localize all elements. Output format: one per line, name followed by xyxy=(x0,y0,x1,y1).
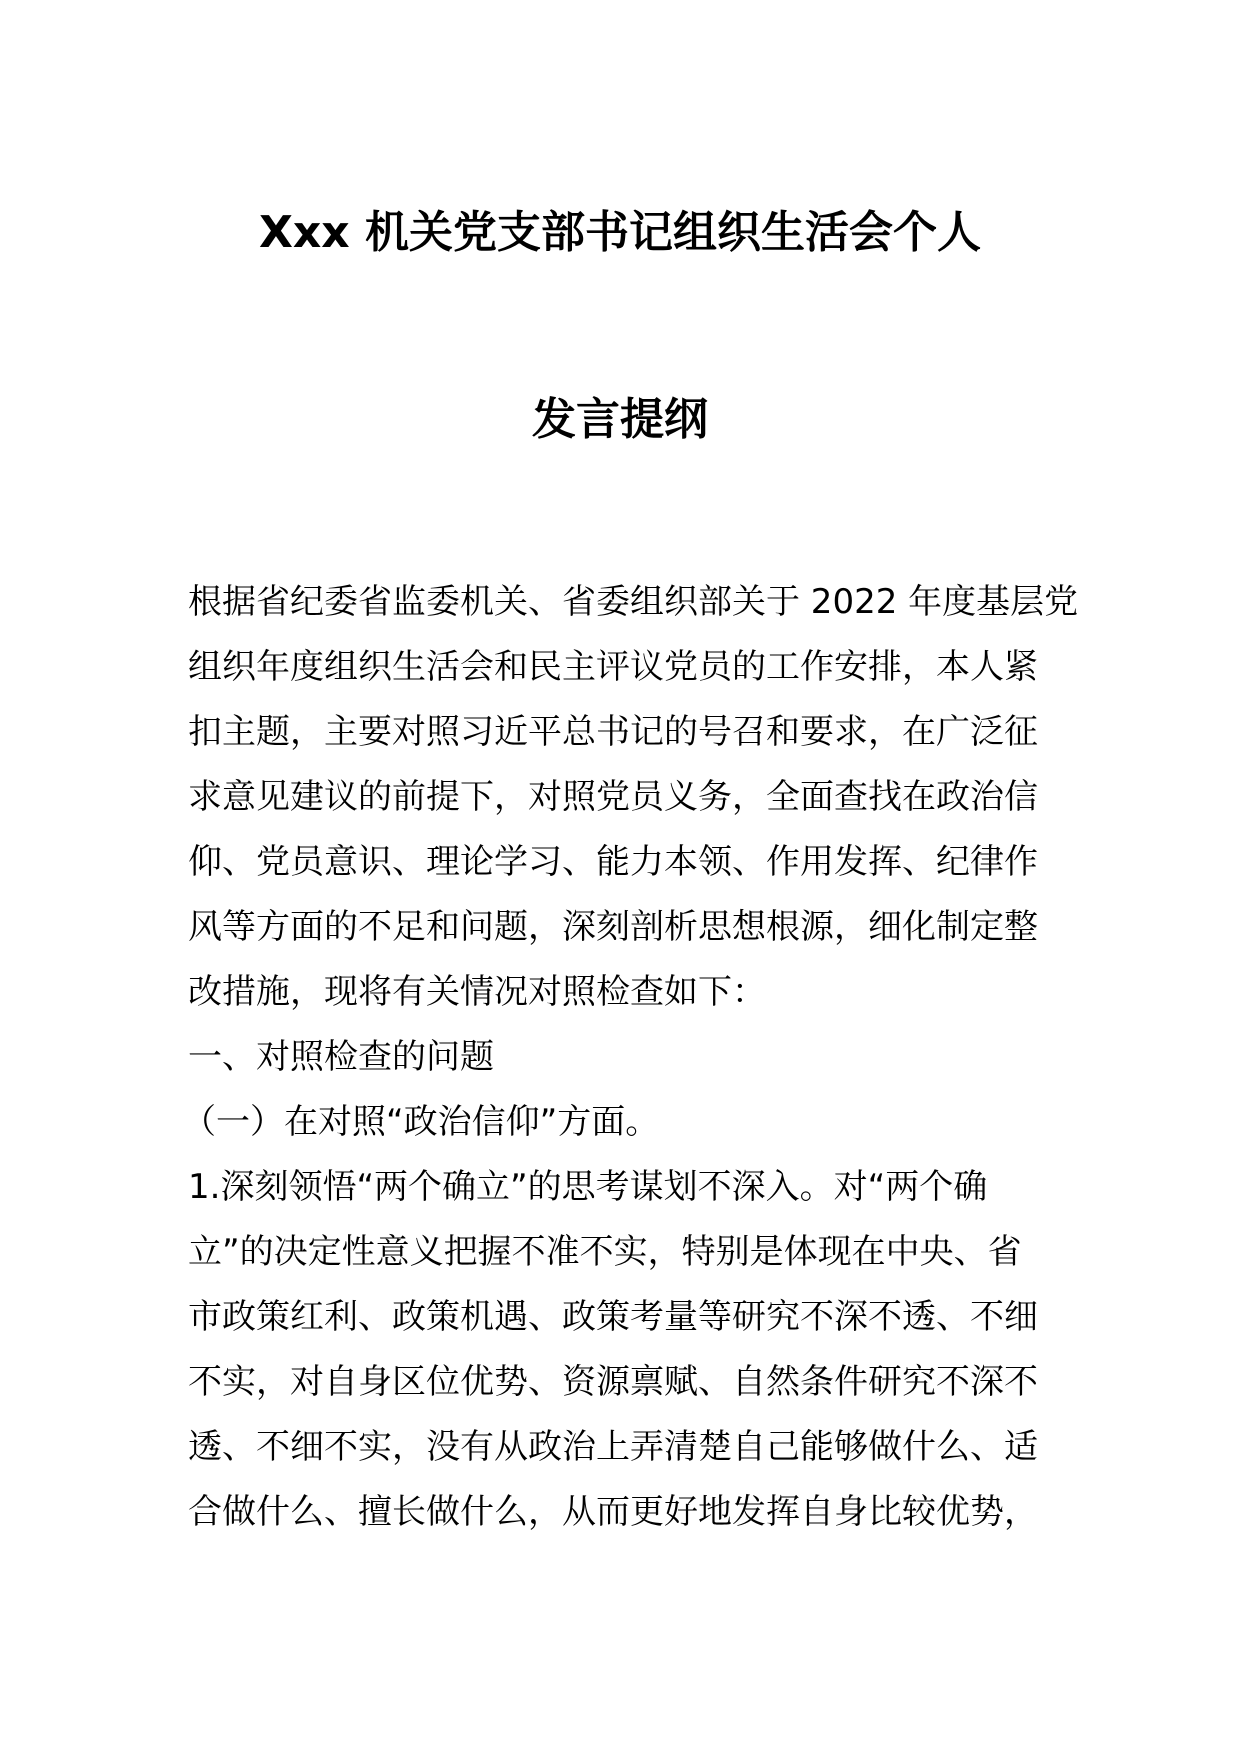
item-line: 合做什么、擅长做什么，从而更好地发挥自身比较优势， xyxy=(188,1492,1038,1532)
intro-line: 改措施，现将有关情况对照检查如下： xyxy=(188,972,766,1012)
intro-paragraph xyxy=(188,570,1079,1025)
subsection-heading: （一）在对照“政治信仰”方面。 xyxy=(182,1102,660,1142)
intro-line: 求意见建议的前提下，对照党员义务，全面查找在政治信 xyxy=(188,777,1038,817)
item-line: 立”的决定性意义把握不准不实，特别是体现在中央、省 xyxy=(188,1232,1022,1272)
item-line: 不实，对自身区位优势、资源禀赋、自然条件研究不深不 xyxy=(188,1362,1038,1402)
intro-line: 风等方面的不足和问题，深刻剖析思想根源，细化制定整 xyxy=(188,907,1038,947)
section-heading: 一、对照检查的问题 xyxy=(188,1037,494,1077)
intro-line: 根据省纪委省监委机关、省委组织部关于 2022 年度基层党 xyxy=(188,582,1079,622)
item-paragraph xyxy=(188,1155,1052,1545)
document-title-line-1: Xxx 机关党支部书记组织生活会个人 xyxy=(258,207,981,258)
intro-line: 组织年度组织生活会和民主评议党员的工作安排，本人紧 xyxy=(188,647,1038,687)
item-line: 1.深刻领悟“两个确立”的思考谋划不深入。对“两个确 xyxy=(188,1167,988,1207)
intro-line: 扣主题，主要对照习近平总书记的号召和要求，在广泛征 xyxy=(188,712,1038,752)
document-title-line-2: 发言提纲 xyxy=(532,394,708,445)
intro-line: 仰、党员意识、理论学习、能力本领、作用发挥、纪律作 xyxy=(188,842,1038,882)
item-line: 市政策红利、政策机遇、政策考量等研究不深不透、不细 xyxy=(188,1297,1038,1337)
item-line: 透、不细不实，没有从政治上弄清楚自己能够做什么、适 xyxy=(188,1427,1038,1467)
